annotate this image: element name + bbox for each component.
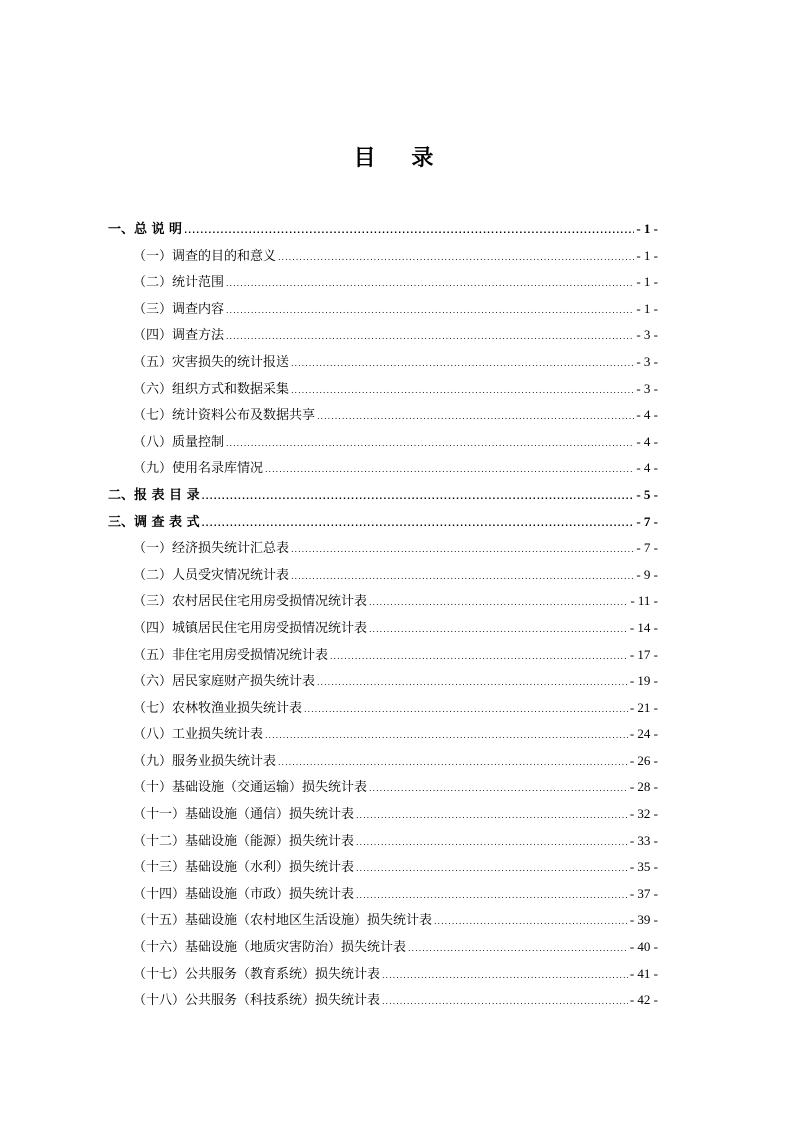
toc-page-number: - 1 - [636,221,658,236]
toc-page-number: - 37 - [629,885,658,901]
toc-item[interactable] [0,615,793,642]
toc-item-label: （七）农林牧渔业损失统计表 [133,700,303,716]
toc-dot-leader [278,750,628,777]
toc-page-number: - 4 - [636,460,658,476]
toc-dot-leader [265,457,634,484]
toc-page-number: - 24 - [629,726,658,742]
toc-item-label: （九）服务业损失统计表 [133,753,277,769]
toc-page-number: - 32 - [629,806,658,822]
toc-item-label: （十七）公共服务（教育系统）损失统计表 [133,966,381,982]
toc-item[interactable] [0,934,793,961]
toc-item[interactable] [0,296,793,323]
toc-item[interactable] [0,721,793,748]
toc-page-number: - 9 - [636,566,658,582]
toc-page-number: - 14 - [629,619,658,635]
toc-dot-leader [184,218,634,245]
toc-dot-leader [291,351,634,378]
toc-dot-leader [291,537,634,564]
toc-item-label: （十五）基础设施（农村地区生活设施）损失统计表 [133,913,433,929]
toc-item[interactable] [0,774,793,801]
toc-item-label: （六）居民家庭财产损失统计表 [133,674,316,690]
toc-item[interactable] [0,881,793,908]
toc-item-label: （十二）基础设施（能源）损失统计表 [133,833,355,849]
toc-item[interactable] [0,243,793,270]
page-title: 目 录 [353,146,448,171]
toc-page-number: - 35 - [629,859,658,875]
toc-dot-leader [408,936,628,963]
toc-item[interactable] [0,695,793,722]
toc-page-number: - 28 - [629,779,658,795]
toc-page-number: - 19 - [629,673,658,689]
toc-dot-leader [317,670,628,697]
toc-item-label: （八）质量控制 [133,434,225,450]
toc-item-label: （十八）公共服务（科技系统）损失统计表 [133,993,381,1009]
toc-dot-leader [330,644,628,671]
toc-item-label: （五）灾害损失的统计报送 [133,354,290,370]
toc-item[interactable] [0,668,793,695]
toc-page-number: - 5 - [636,486,658,502]
toc-page-number: - 3 - [636,327,658,343]
toc-dot-leader [304,697,628,724]
toc-page-number: - 3 - [636,380,658,396]
toc-dot-leader [382,963,628,990]
toc-item-label: （七）统计资料公布及数据共享 [133,408,316,424]
toc-item[interactable] [0,987,793,1014]
toc-item-label: （九）使用名录库情况 [133,461,264,477]
toc-item[interactable] [0,349,793,376]
toc-dot-leader [369,590,628,617]
toc-item-label: （二）人员受灾情况统计表 [133,567,290,583]
toc-page-number: - 7 - [636,540,658,556]
toc-item-label: （三）农村居民住宅用房受损情况统计表 [133,594,368,610]
toc-item[interactable] [0,801,793,828]
toc-item[interactable] [0,455,793,482]
toc-section[interactable] [0,216,793,243]
toc-dot-leader [356,883,628,910]
toc-item[interactable] [0,748,793,775]
toc-dot-leader [382,989,628,1016]
toc-item-label: 一、总 说 明 [108,222,183,237]
toc-page-number: - 21 - [629,699,658,715]
toc-page-number: - 33 - [629,832,658,848]
toc-item-label: （十四）基础设施（市政）损失统计表 [133,886,355,902]
toc-dot-leader [226,271,634,298]
toc-page-number: - 1 - [636,247,658,263]
toc-item-label: （三）调查内容 [133,301,225,317]
toc-section[interactable] [0,482,793,509]
toc-dot-leader [369,617,628,644]
toc-item[interactable] [0,429,793,456]
toc-dot-leader [202,484,635,511]
toc-page-number: - 7 - [636,513,658,529]
toc-dot-leader [356,856,628,883]
toc-section[interactable] [0,509,793,536]
toc-dot-leader [278,245,634,272]
toc-item-label: （十三）基础设施（水利）损失统计表 [133,860,355,876]
toc-item-label: （十）基础设施（交通运输）损失统计表 [133,780,368,796]
toc-page-number: - 40 - [629,939,658,955]
toc-dot-leader [265,723,628,750]
toc-item-label: （十六）基础设施（地质灾害防治）损失统计表 [133,940,407,956]
toc-page-number: - 41 - [629,965,658,981]
toc-dot-leader [226,324,634,351]
toc-page-number: - 42 - [629,992,658,1008]
toc-item-label: 三、调 查 表 式 [108,514,200,530]
toc-dot-leader [317,404,634,431]
toc-dot-leader [202,511,635,538]
toc-item-label: （四）城镇居民住宅用房受损情况统计表 [133,620,368,636]
toc-dot-leader [226,298,634,325]
toc-item-label: （四）调查方法 [133,328,225,344]
toc-page-number: - 4 - [636,407,658,423]
toc-dot-leader [226,431,634,458]
toc-item[interactable] [0,588,793,615]
toc-item[interactable] [0,269,793,296]
toc-item-label: （十一）基础设施（通信）损失统计表 [133,807,355,823]
toc-item[interactable] [0,961,793,988]
toc-dot-leader [291,378,634,405]
toc-item[interactable] [0,535,793,562]
toc-page-number: - 4 - [636,433,658,449]
toc-item[interactable] [0,322,793,349]
toc-page-number: - 3 - [636,353,658,369]
toc-item[interactable] [0,376,793,403]
toc-item-label: （二）统计范围 [133,275,225,291]
toc-page-number: - 39 - [629,912,658,928]
table-of-contents [0,216,793,1014]
toc-dot-leader [434,909,628,936]
toc-page-number: - 26 - [629,752,658,768]
toc-item[interactable] [0,562,793,589]
toc-page-number: - 1 - [636,274,658,290]
toc-item-label: （一）经济损失统计汇总表 [133,541,290,557]
toc-item-label: （五）非住宅用房受损情况统计表 [133,647,329,663]
toc-item[interactable] [0,828,793,855]
toc-item[interactable] [0,907,793,934]
toc-item-label: （八）工业损失统计表 [133,727,264,743]
toc-page-number: - 17 - [629,646,658,662]
toc-item[interactable] [0,642,793,669]
toc-item-label: （一）调查的目的和意义 [133,248,277,264]
toc-item-label: （六）组织方式和数据采集 [133,381,290,397]
toc-item-label: 二、报 表 目 录 [108,487,200,503]
toc-dot-leader [356,803,628,830]
toc-item[interactable] [0,854,793,881]
toc-dot-leader [291,564,634,591]
toc-page-number: - 11 - [630,593,658,609]
toc-page-number: - 1 - [636,300,658,316]
toc-dot-leader [356,830,628,857]
toc-item[interactable] [0,402,793,429]
toc-dot-leader [369,776,628,803]
